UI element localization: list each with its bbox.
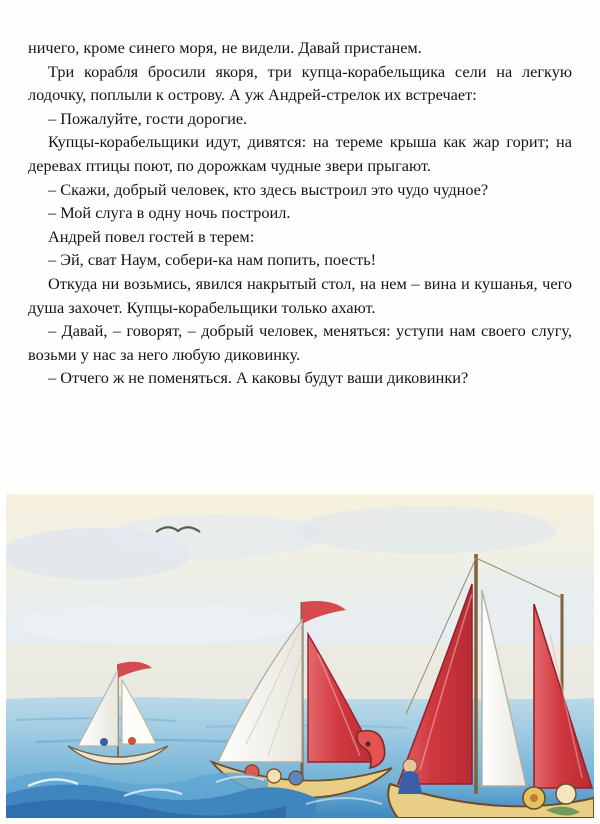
paragraph: Три корабля бросили якоря, три купца-корабельщика сели на легкую лодочку, поплыли к острову. А уж Андрей-стрелок их встречает:: [28, 61, 572, 105]
paragraph-dialogue: – Эй, сват Наум, собери-ка нам попить, поесть!: [48, 250, 377, 270]
illustration-seascape: [6, 494, 594, 818]
paragraph-dialogue: – Давай, – говорят, – добрый человек, меняться: уступи нам своего слугу, возьми у нас за него любую диковинку.: [28, 321, 572, 364]
paragraph-dialogue: – Скажи, добрый человек, кто здесь выстроил это чудо чудное?: [48, 179, 489, 199]
paragraph: ничего, кроме синего моря, не видели. Давай пристанем.: [28, 38, 422, 57]
paragraph-dialogue: – Мой слуга в одну ночь построил.: [48, 203, 291, 223]
paragraph: Откуда ни возьмись, явился накрытый стол, на нем – вина и кушанья, чего душа захочет. Купцы-корабельщики только ахают.: [28, 273, 572, 317]
page-text-body: [28, 36, 572, 390]
paragraph: Купцы-корабельщики идут, дивятся: на тереме крыша как жар горит; на деревах птицы поют, по дорожкам чудные звери прыгают.: [28, 132, 572, 175]
paragraph-dialogue: – Отчего ж не поменяться. А каковы будут ваши диковинки?: [48, 368, 469, 388]
paragraph-dialogue: – Пожалуйте, гости дорогие.: [48, 108, 248, 128]
paragraph: Андрей повел гостей в терем:: [48, 226, 255, 246]
